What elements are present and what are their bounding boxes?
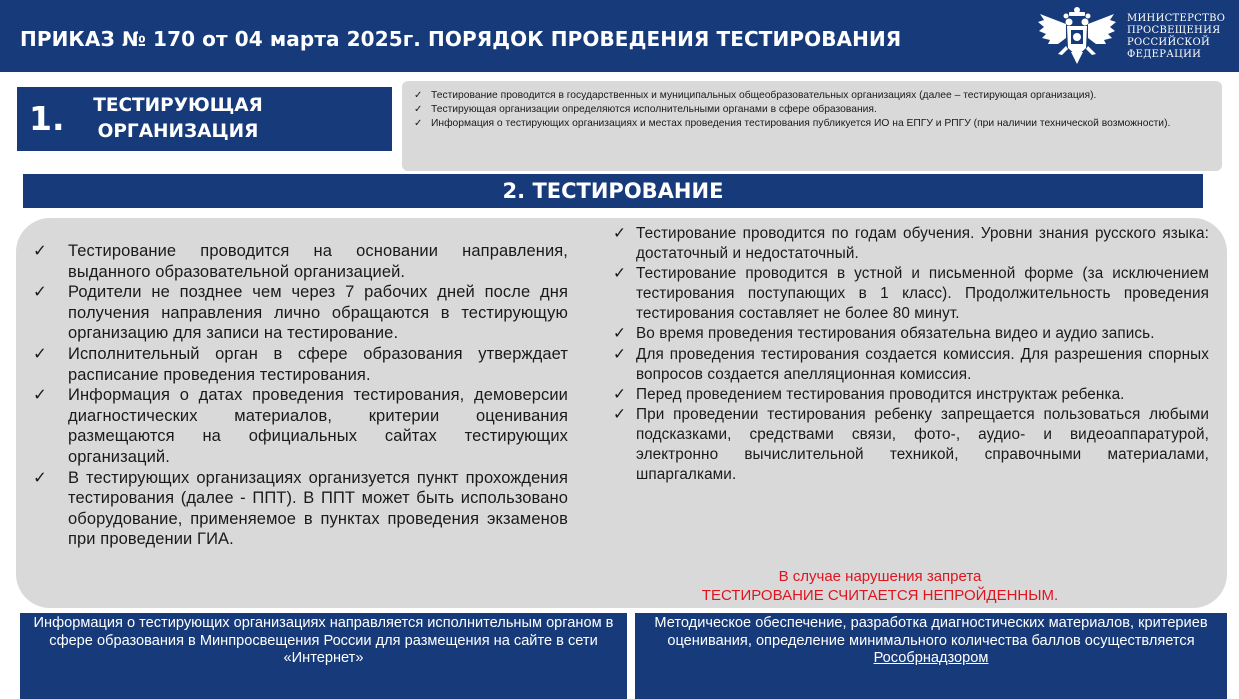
check-icon: ✓ (33, 283, 47, 302)
check-icon: ✓ (613, 325, 626, 343)
list-item (33, 468, 568, 550)
double-headed-eagle-emblem-icon (1036, 6, 1118, 66)
list-item (33, 385, 568, 467)
list-item (613, 324, 1209, 344)
rosobrnadzor-link[interactable]: Рособрнадзором (873, 650, 989, 666)
list-item (33, 344, 568, 385)
section2-title: 2. ТЕСТИРОВАНИЕ (502, 179, 724, 203)
section2-left-list (33, 241, 568, 550)
check-icon: ✓ (414, 90, 423, 101)
check-icon: ✓ (613, 265, 626, 283)
check-icon: ✓ (33, 386, 47, 405)
section1-info-panel (402, 81, 1222, 171)
list-item-text: Во время проведения тестирования обязательна видео и аудио запись. (636, 325, 1155, 343)
ministry-line: ФЕДЕРАЦИИ (1127, 49, 1202, 60)
section1-title: ТЕСТИРУЮЩАЯ ОРГАНИЗАЦИЯ (93, 95, 263, 142)
check-icon: ✓ (414, 118, 423, 129)
check-icon: ✓ (613, 405, 626, 423)
list-item-text: Тестирование проводится по годам обучения. Уровни знания русского языка: достаточный и недостаточный. (636, 225, 1209, 263)
list-item-text: Для проведения тестирования создается комиссия. Для разрешения спорных вопросов создается апелляционная комиссия. (636, 345, 1209, 383)
check-icon: ✓ (613, 385, 626, 403)
check-icon: ✓ (33, 242, 47, 260)
ministry-name (1127, 13, 1237, 61)
list-item (613, 264, 1209, 324)
list-item (613, 224, 1209, 264)
check-icon: ✓ (613, 225, 626, 242)
header-bar (0, 0, 1239, 72)
page-title: ПРИКАЗ № 170 от 04 марта 2025г. ПОРЯДОК ПРОВЕДЕНИЯ ТЕСТИРОВАНИЯ (20, 27, 902, 51)
check-icon: ✓ (33, 468, 47, 487)
check-icon: ✓ (33, 344, 47, 363)
list-item (33, 241, 568, 282)
section1-list (412, 89, 1202, 131)
check-icon: ✓ (613, 345, 626, 363)
list-item-text: В тестирующих организациях организуется пункт прохождения тестирования (далее - ППТ). В ППТ может быть использовано оборудование, применяемое в пунктах проведения экзаменов при проведении ГИА. (68, 468, 568, 549)
section2-right-list (613, 224, 1209, 485)
section1-number: 1. (29, 99, 65, 138)
list-item-text: Перед проведением тестирования проводится инструктаж ребенка. (636, 385, 1125, 403)
check-icon: ✓ (414, 104, 423, 115)
list-item-text: Тестирование проводится на основании направления, выданного образовательной организацией. (68, 242, 568, 281)
list-item-text: При проведении тестирования ребенку запрещается пользоваться любыми подсказками, средствами связи, фото-, аудио- и видеоаппаратурой, электронно вычислительной техникой, справочными материалами, шпаргалками. (636, 405, 1209, 484)
list-item (412, 89, 1202, 103)
list-item-text: Информация о тестирующих организациях и местах проведения тестирования публикуется ИО на ЕПГУ и РПГУ (при наличии технической возможности). (431, 118, 1171, 129)
list-item (412, 117, 1202, 131)
list-item (613, 345, 1209, 385)
violation-warning (700, 567, 1060, 605)
list-item-text: Исполнительный орган в сфере образования утверждает расписание проведения тестирования. (68, 344, 568, 384)
section2-heading (23, 174, 1203, 208)
footer-left-text: Информация о тестирующих организациях направляется исполнительным органом в сфере образования в Минпросвещения России для размещения на сайте в сети «Интернет» (33, 615, 614, 666)
list-item-text: Тестирование проводится в устной и письменной форме (за исключением тестирования поступающих в 1 класс). Продолжительность проведения тестирования составляет не более 80 минут. (636, 265, 1209, 323)
list-item (412, 103, 1202, 117)
section1-heading (17, 87, 392, 151)
list-item (33, 282, 568, 344)
ministry-line: РОССИЙСКОЙ (1127, 37, 1210, 48)
ministry-line: ПРОСВЕЩЕНИЯ (1127, 25, 1221, 36)
list-item (613, 385, 1209, 405)
list-item-text: Тестирующая организации определяются исполнительными органами в сфере образования. (431, 104, 877, 115)
footer-info-left (20, 613, 627, 699)
warning-line: В случае нарушения запрета (778, 568, 982, 585)
list-item-text: Родители не позднее чем через 7 рабочих дней после дня получения направления лично обращаются в тестирующую организацию для записи на тестирование. (68, 283, 568, 343)
warning-line: ТЕСТИРОВАНИЕ СЧИТАЕТСЯ НЕПРОЙДЕННЫМ. (701, 587, 1059, 604)
list-item-text: Тестирование проводится в государственных и муниципальных общеобразовательных организациях (далее – тестирующая организация). (431, 90, 1097, 101)
list-item (613, 405, 1209, 485)
footer-right-text: Методическое обеспечение, разработка диагностических материалов, критериев оценивания, определение минимального количества баллов осуществляется (654, 615, 1208, 649)
footer-info-right (635, 613, 1227, 699)
list-item-text: Информация о датах проведения тестирования, демоверсии диагностических материалов, критерии оценивания размещаются на официальных сайтах тестирующих организаций. (68, 386, 568, 466)
ministry-line: МИНИСТЕРСТВО (1127, 13, 1226, 24)
